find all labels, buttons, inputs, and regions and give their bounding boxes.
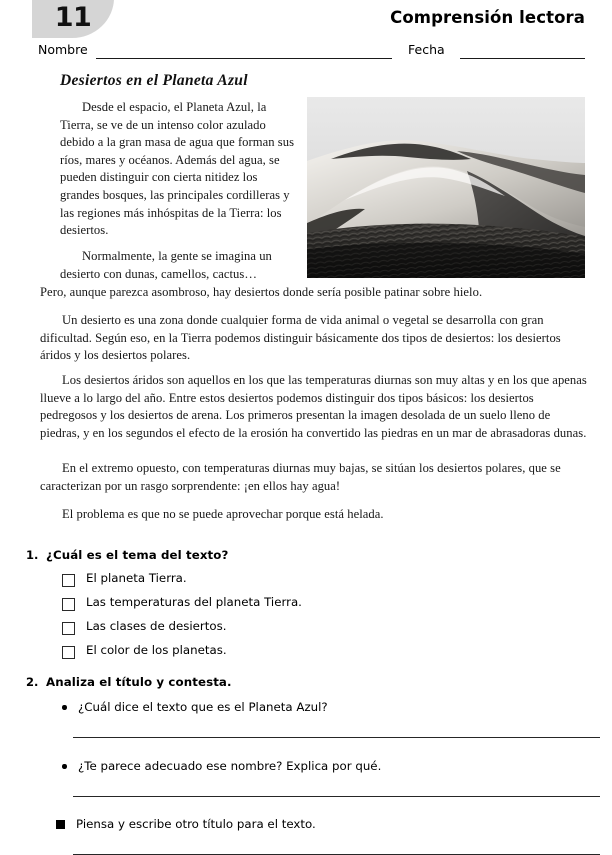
option-1-label: El planeta Tierra. (86, 571, 187, 585)
desert-dunes-photo (307, 97, 585, 278)
checkbox-option-1[interactable] (62, 574, 75, 587)
passage-paragraph-5: Los desiertos áridos son aquellos en los que las temperaturas diurnas son muy altas y en los que apenas llueve a lo largo del año. Entre estos desiertos podemos distinguir dos tipos básicos: los desiertos pedregosos y los desiertos de arena. Los primeros presentan la imagen desolada de un suelo lleno de piedras, y en los segundos el efecto de la erosión ha convertido las piedras en un mar de abrasadoras dunas. (40, 373, 587, 440)
passage-title: Desiertos en el Planeta Azul (60, 72, 248, 89)
option-3-label: Las clases de desiertos. (86, 619, 227, 633)
passage-paragraph-1: Desde el espacio, el Planeta Azul, la Tierra, se ve de un intenso color azulado debido a la gran masa de agua que forman sus ríos, mares y océanos. Además del agua, se pueden distinguir con cierta nitidez los grandes bosques, las principales cordilleras y las regiones más inhóspitas de la Tierra: los desiertos. (60, 100, 295, 238)
checkbox-option-3[interactable] (62, 622, 75, 635)
checkbox-option-4[interactable] (62, 646, 75, 659)
checkbox-option-2[interactable] (62, 598, 75, 611)
name-date-row (0, 42, 612, 64)
passage-paragraph-4: Un desierto es una zona donde cualquier forma de vida animal o vegetal se desarrolla con gran dificultad. Según eso, en la Tierra podemos distinguir básicamente dos tipos de desiertos: los desiertos áridos y los desiertos polares. (40, 313, 561, 363)
answer-line-2[interactable] (73, 796, 600, 797)
passage-paragraph-3: Pero, aunque parezca asombroso, hay desiertos donde sería posible patinar sobre hielo. (40, 285, 483, 299)
bullet-dot-icon (62, 705, 67, 710)
question-1-text: ¿Cuál es el tema del texto? (46, 548, 229, 562)
answer-line-1[interactable] (73, 737, 600, 738)
question-2-text: Analiza el título y contesta. (46, 675, 232, 689)
passage-paragraph-6: En el extremo opuesto, con temperaturas diurnas muy bajas, se sitúan los desiertos polares, que se caracterizan por un rasgo sorprendente: ¡en ellos hay agua! (40, 461, 561, 493)
name-input-line[interactable] (96, 58, 392, 59)
final-prompt-label: Piensa y escribe otro título para el texto. (76, 817, 316, 831)
passage-paragraph-2: Normalmente, la gente se imagina un desierto con dunas, camellos, cactus… (60, 249, 272, 281)
date-label: Fecha (408, 42, 445, 57)
name-label: Nombre (38, 42, 88, 57)
subquestion-2-label: ¿Te parece adecuado ese nombre? Explica por qué. (78, 759, 382, 773)
page-title: Comprensión lectora (390, 8, 585, 27)
option-2-label: Las temperaturas del planeta Tierra. (86, 595, 302, 609)
option-4-label: El color de los planetas. (86, 643, 227, 657)
bullet-dot-icon (62, 764, 67, 769)
question-1-number: 1. (26, 548, 39, 562)
question-2-number: 2. (26, 675, 39, 689)
subquestion-1-label: ¿Cuál dice el texto que es el Planeta Azul? (78, 700, 328, 714)
unit-number: 11 (54, 2, 92, 33)
date-input-line[interactable] (460, 58, 585, 59)
bullet-square-icon (56, 820, 65, 829)
passage-paragraph-7: El problema es que no se puede aprovechar porque está helada. (62, 507, 384, 521)
